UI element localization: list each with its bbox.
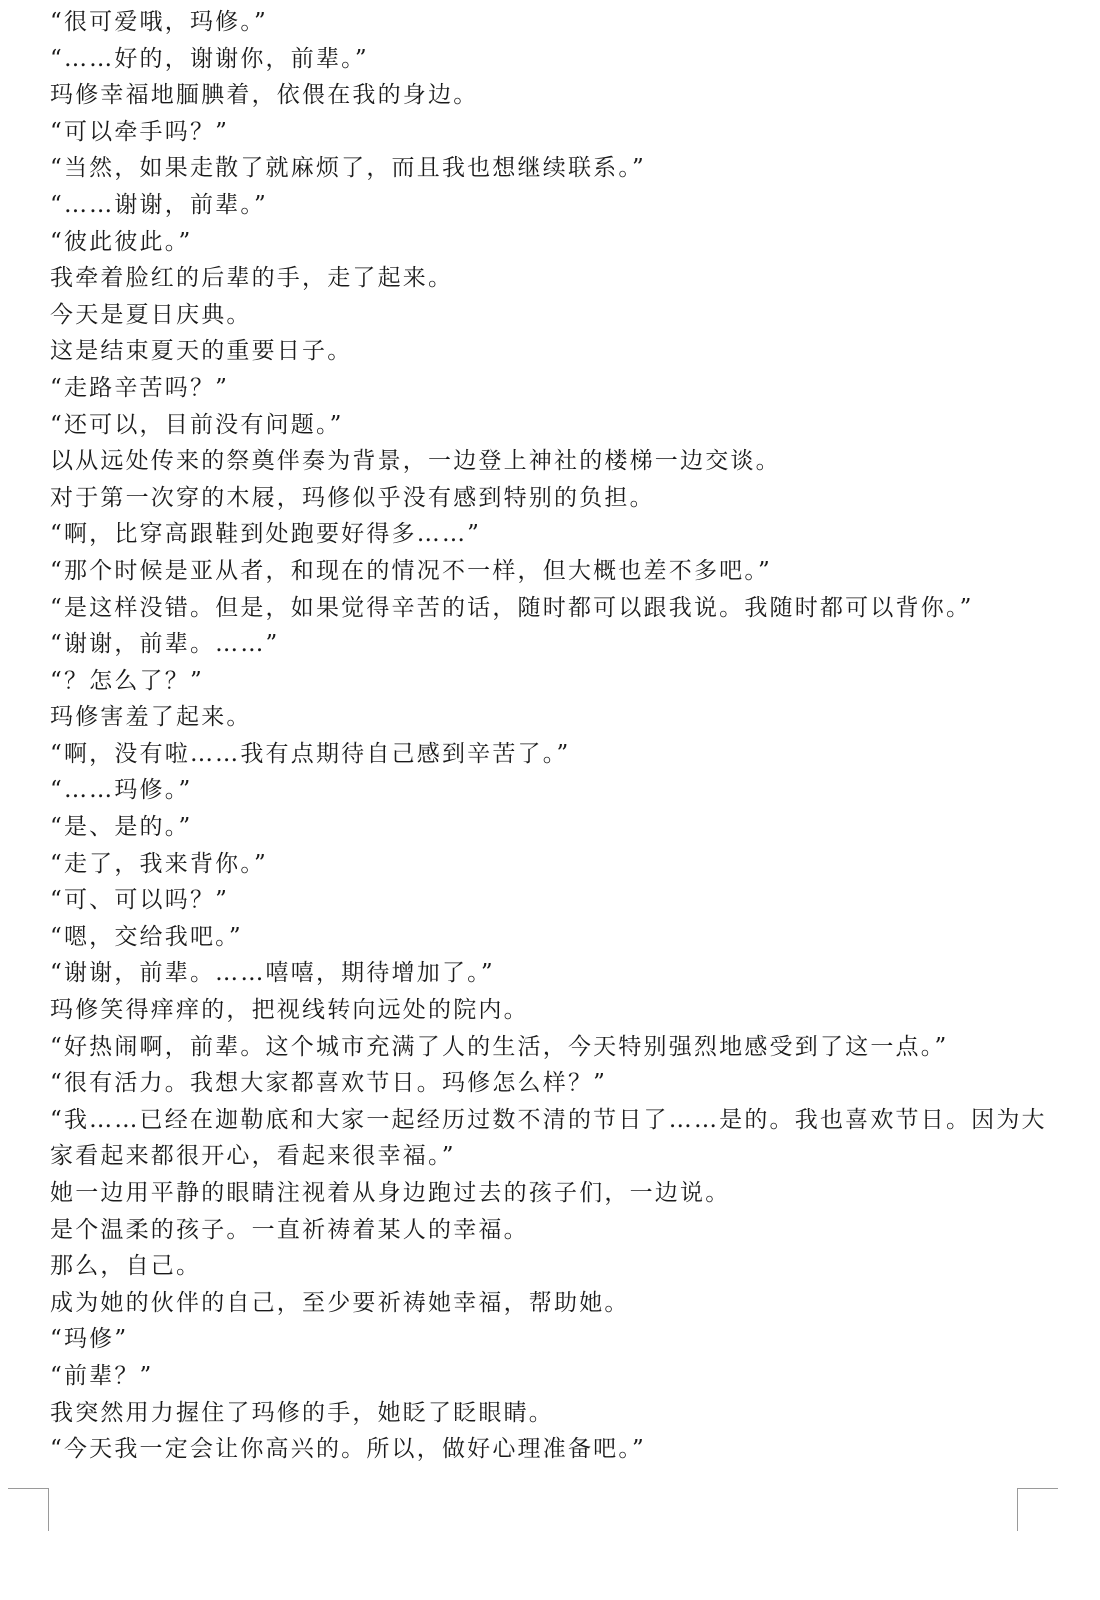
paragraph: 玛修笑得痒痒的，把视线转向远处的院内。 — [50, 997, 529, 1024]
paragraph: “谢谢，前辈。……” — [50, 631, 280, 658]
paragraph: 这是结束夏天的重要日子。 — [50, 338, 353, 365]
paragraph: 是个温柔的孩子。一直祈祷着某人的幸福。 — [50, 1216, 529, 1243]
paragraph: “前辈？” — [50, 1362, 154, 1389]
margin-corner-mark-right — [1017, 1488, 1058, 1531]
paragraph: “……玛修。” — [50, 777, 193, 804]
paragraph: “走路辛苦吗？” — [50, 374, 230, 401]
paragraph: “还可以，目前没有问题。” — [50, 411, 344, 438]
paragraph: “可以牵手吗？” — [50, 118, 230, 145]
paragraph: 我突然用力握住了玛修的手，她眨了眨眼睛。 — [50, 1399, 554, 1426]
paragraph: “走了，我来背你。” — [50, 850, 269, 877]
paragraph: “很可爱哦，玛修。” — [50, 9, 269, 35]
paragraph: “啊，比穿高跟鞋到处跑要好得多……” — [50, 521, 482, 548]
paragraph: “嗯，交给我吧。” — [50, 923, 243, 950]
paragraph: 我牵着脸红的后辈的手，走了起来。 — [50, 265, 454, 292]
paragraph: 她一边用平静的眼睛注视着从身边跑过去的孩子们，一边说。 — [50, 1180, 731, 1206]
paragraph: “今天我一定会让你高兴的。所以，做好心理准备吧。” — [50, 1436, 647, 1463]
paragraph: “彼此彼此。” — [50, 228, 193, 255]
paragraph: “我……已经在迦勒底和大家一起经历过数不清的节日了……是的。我也喜欢节日。因为大家看起来都很开心，看起来很幸福。” — [50, 1106, 1047, 1170]
paragraph: “那个时候是亚从者，和现在的情况不一样，但大概也差不多吧。” — [50, 557, 773, 584]
paragraph: “？怎么了？” — [50, 667, 204, 694]
paragraph: 对于第一次穿的木屐，玛修似乎没有感到特别的负担。 — [50, 484, 655, 511]
paragraph: 玛修害羞了起来。 — [50, 704, 252, 731]
paragraph: “是这样没错。但是，如果觉得辛苦的话，随时都可以跟我说。我随时都可以背你。” — [50, 594, 974, 621]
paragraph: “当然，如果走散了就麻烦了，而且我也想继续联系。” — [50, 155, 647, 182]
paragraph: 今天是夏日庆典。 — [50, 301, 252, 328]
paragraph: “可、可以吗？” — [50, 887, 230, 914]
paragraph: “好热闹啊，前辈。这个城市充满了人的生活，今天特别强烈地感受到了这一点。” — [50, 1033, 949, 1060]
paragraph: “是、是的。” — [50, 814, 193, 841]
paragraph: 那么，自己。 — [50, 1253, 202, 1280]
paragraph: “玛修” — [50, 1326, 129, 1353]
paragraph: “……好的，谢谢你，前辈。” — [50, 45, 369, 72]
paragraph: 以从远处传来的祭奠伴奏为背景，一边登上神社的楼梯一边交谈。 — [50, 448, 781, 475]
paragraph: “谢谢，前辈。……嘻嘻，期待增加了。” — [50, 960, 495, 987]
document-body — [50, 4, 1050, 1468]
paragraph: 玛修幸福地腼腆着，依偎在我的身边。 — [50, 82, 479, 109]
paragraph: 成为她的伙伴的自己，至少要祈祷她幸福，帮助她。 — [50, 1289, 630, 1316]
paragraph: “……谢谢，前辈。” — [50, 191, 269, 218]
paragraph: “啊，没有啦……我有点期待自己感到辛苦了。” — [50, 740, 571, 767]
margin-corner-mark-left — [8, 1488, 49, 1531]
paragraph: “很有活力。我想大家都喜欢节日。玛修怎么样？” — [50, 1070, 608, 1097]
